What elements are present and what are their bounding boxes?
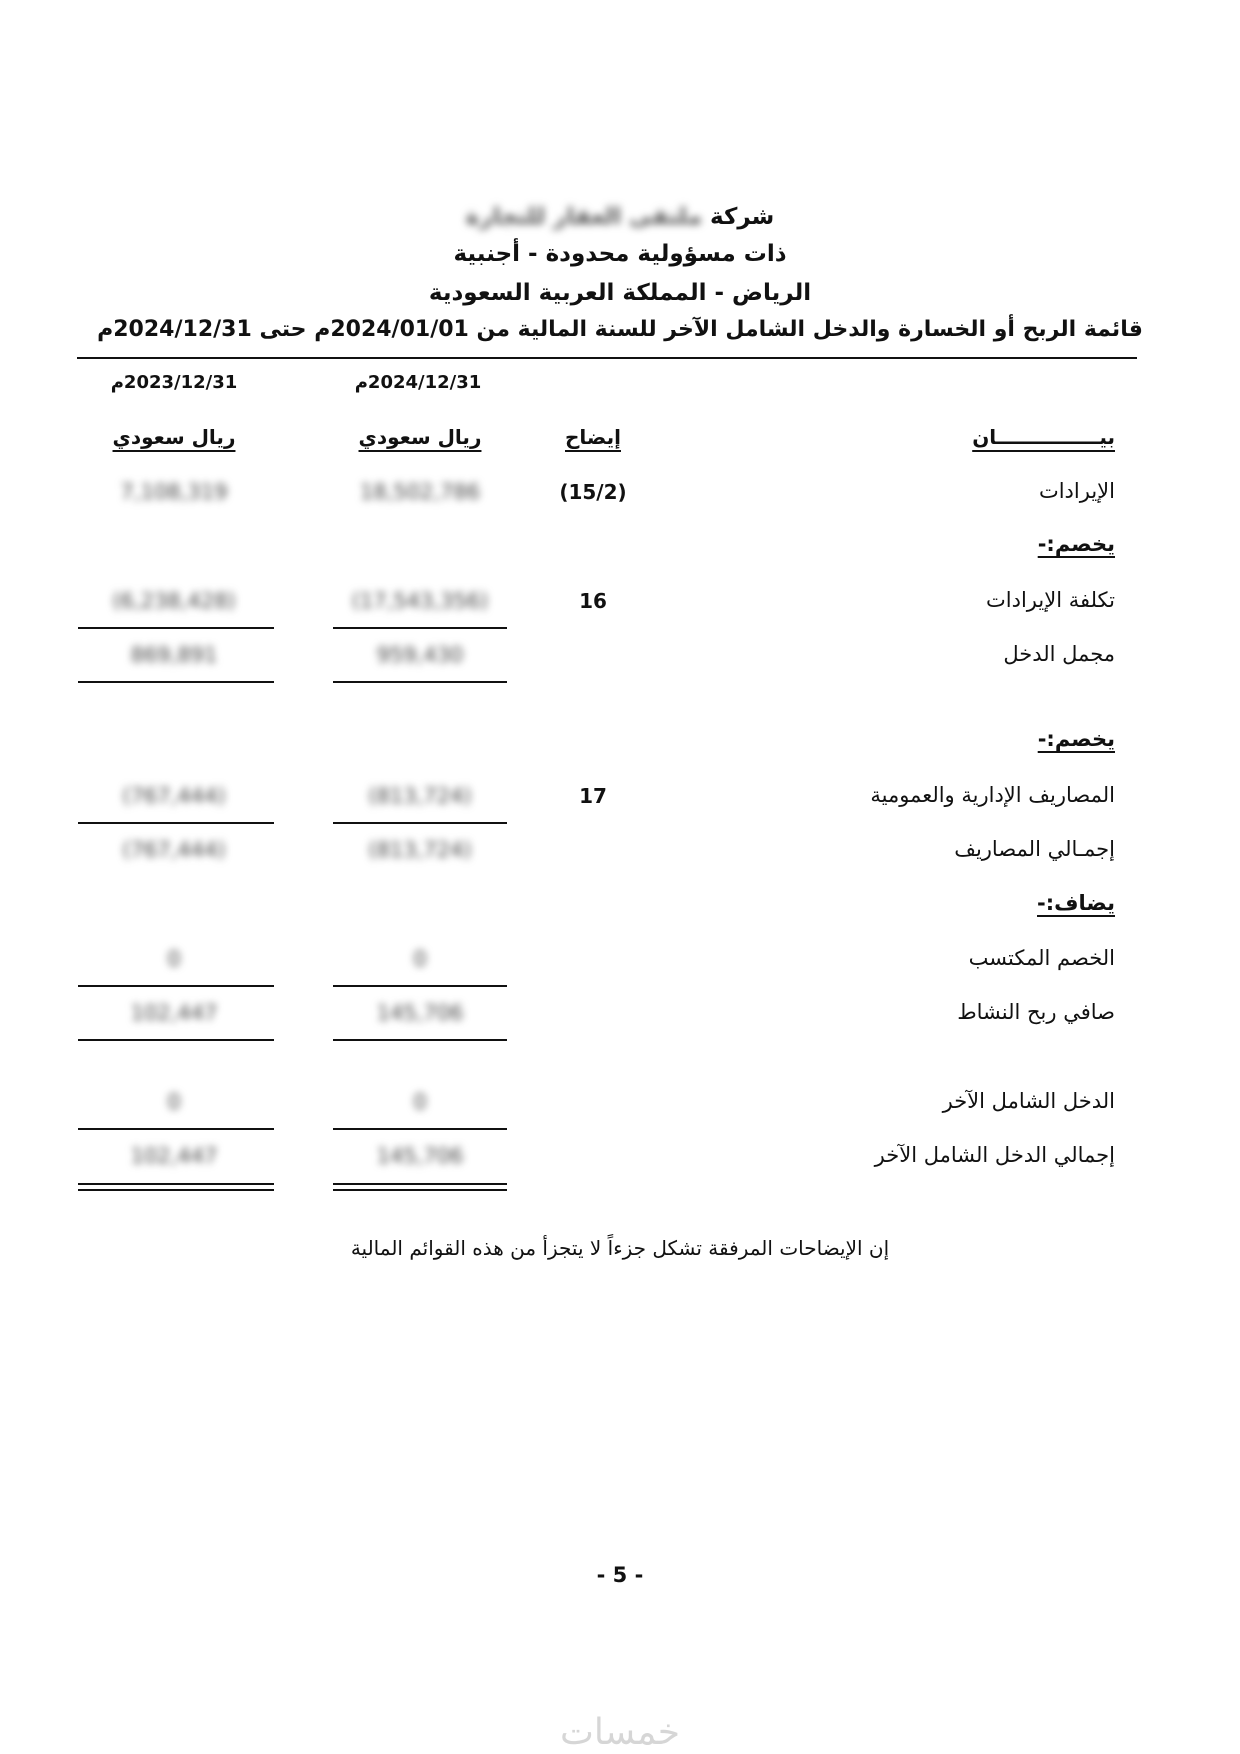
- page-number: - 5 -: [596, 1563, 644, 1587]
- double-rule-2023-top: [78, 1183, 274, 1185]
- legal-form: ذات مسؤولية محدودة - أجنبية: [453, 241, 787, 267]
- subtotal-rule-2023: [78, 822, 274, 824]
- subtotal-rule-2024: [333, 985, 507, 987]
- row-admin-expenses-label: المصاريف الإدارية والعمومية: [870, 783, 1115, 807]
- row-net-operating-profit-label: صافي ربح النشاط: [957, 1000, 1115, 1024]
- row-net-operating-profit-2024: 145,706: [376, 1001, 464, 1025]
- subtotal-rule-2024: [333, 822, 507, 824]
- date-heading-2024: 2024/12/31م: [354, 372, 482, 393]
- currency-heading-2023: ريال سعودي: [112, 425, 236, 449]
- row-oci-2024: 0: [413, 1090, 427, 1114]
- double-rule-2024-bottom: [333, 1189, 507, 1191]
- total-rule-2023: [78, 681, 274, 683]
- note-heading: إيضاح: [565, 425, 621, 449]
- footnote: إن الإيضاحات المرفقة تشكل جزءاً لا يتجزأ من هذه القوائم المالية: [350, 1236, 890, 1260]
- row-admin-expenses-2023: (767,444): [122, 784, 226, 808]
- row-gross-income-label: مجمل الدخل: [1003, 642, 1115, 666]
- row-cost-of-revenue-label: تكلفة الإيرادات: [986, 588, 1115, 612]
- row-cost-of-revenue-2024: (17,543,356): [351, 589, 489, 613]
- row-gross-income-2023: 869,891: [130, 643, 218, 667]
- row-discount-earned-2023: 0: [167, 947, 181, 971]
- location: الرياض - المملكة العربية السعودية: [428, 280, 812, 306]
- row-total-expenses-2024: (813,724): [368, 838, 472, 862]
- row-total-expenses-2023: (767,444): [122, 838, 226, 862]
- double-rule-2024-top: [333, 1183, 507, 1185]
- total-rule-2024: [333, 681, 507, 683]
- row-oci-label: الدخل الشامل الآخر: [942, 1089, 1115, 1113]
- row-total-comprehensive-income-2023: 102,447: [130, 1144, 218, 1168]
- header-rule: [77, 357, 1137, 359]
- currency-heading-2024: ريال سعودي: [358, 425, 482, 449]
- row-total-comprehensive-income-2024: 145,706: [376, 1144, 464, 1168]
- row-cost-of-revenue-note: 16: [579, 589, 607, 613]
- total-rule-2024: [333, 1039, 507, 1041]
- subtotal-rule-2023: [78, 985, 274, 987]
- section-deduct-2: يخصم:-: [1037, 727, 1115, 751]
- statement-title: قائمة الربح أو الخسارة والدخل الشامل الآخر للسنة المالية من 2024/01/01م حتى 2024/12/31م: [97, 317, 1143, 342]
- row-revenue-2023: 7,108,319: [120, 480, 228, 504]
- subtotal-rule-2023: [78, 627, 274, 629]
- section-add: يضاف:-: [1037, 891, 1115, 915]
- description-heading: بيـــــــــــــــان: [972, 425, 1115, 449]
- subtotal-rule-2023: [78, 1128, 274, 1130]
- row-total-comprehensive-income-label: إجمالي الدخل الشامل الآخر: [874, 1143, 1115, 1167]
- watermark-logo: خمسات: [559, 1712, 681, 1753]
- row-admin-expenses-note: 17: [579, 784, 607, 808]
- row-admin-expenses-2024: (813,724): [368, 784, 472, 808]
- row-total-expenses-label: إجمـالي المصاريف: [954, 837, 1115, 861]
- row-discount-earned-2024: 0: [413, 947, 427, 971]
- company-line: [0, 204, 1240, 230]
- subtotal-rule-2024: [333, 1128, 507, 1130]
- date-heading-2023: 2023/12/31م: [110, 372, 238, 393]
- subtotal-rule-2024: [333, 627, 507, 629]
- total-rule-2023: [78, 1039, 274, 1041]
- row-oci-2023: 0: [167, 1090, 181, 1114]
- row-revenue-note: (15/2): [559, 480, 627, 504]
- section-deduct-1: يخصم:-: [1037, 532, 1115, 556]
- double-rule-2023-bottom: [78, 1189, 274, 1191]
- row-revenue-label: الإيرادات: [1038, 479, 1115, 503]
- company-name: ملتقى العقار للتجارة: [465, 204, 702, 230]
- row-gross-income-2024: 959,430: [376, 643, 464, 667]
- row-revenue-2024: 18,502,786: [359, 480, 481, 504]
- row-discount-earned-label: الخصم المكتسب: [968, 946, 1115, 970]
- company-prefix: شركة: [710, 204, 775, 230]
- row-cost-of-revenue-2023: (6,238,428): [112, 589, 236, 613]
- row-net-operating-profit-2023: 102,447: [130, 1001, 218, 1025]
